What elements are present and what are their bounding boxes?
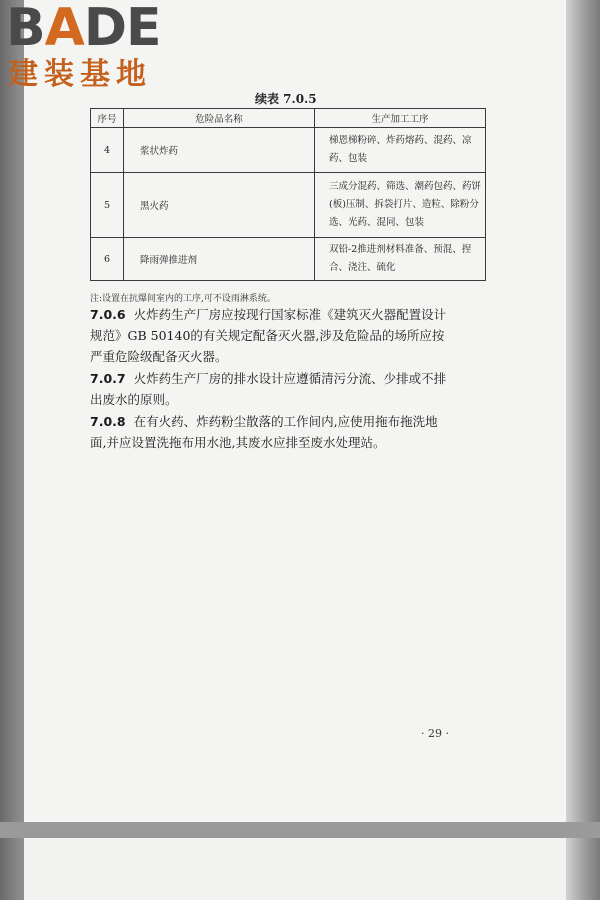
table-note: 注:设置在抗爆间室内的工序,可不设雨淋系统。	[90, 294, 276, 304]
row-serial: 4	[91, 128, 124, 173]
page-number: · 29 ·	[421, 727, 449, 740]
logo-wordmark	[6, 0, 161, 58]
row-hazard-name: 浆状炸药	[124, 128, 315, 173]
header-process: 生产加工工序	[315, 109, 486, 128]
header-hazard-name: 危险品名称	[124, 109, 315, 128]
row-process: 梯恩梯粉碎、炸药熔药、混药、凉药、包装	[315, 128, 486, 173]
row-process: 双铅-2推进剂材料准备、预混、捏合、浇注、硫化	[315, 238, 486, 281]
clause-7-0-6	[90, 304, 450, 367]
row-hazard-name: 降雨弹推进剂	[124, 238, 315, 281]
clause-text: 火炸药生产厂房的排水设计应遵循清污分流、少排或不排出废水的原则。	[90, 371, 447, 407]
row-serial: 5	[91, 173, 124, 238]
logo-letters-de: DE	[83, 0, 161, 58]
clause-number: 7.0.8	[90, 414, 126, 429]
scan-right-edge	[564, 0, 600, 900]
table-row	[91, 173, 486, 238]
table-caption: 续表 7.0.5	[255, 92, 317, 106]
bade-logo	[6, 2, 176, 92]
logo-letter-b: B	[6, 0, 45, 58]
row-serial: 6	[91, 238, 124, 281]
clause-7-0-8	[90, 411, 450, 453]
table-row	[91, 238, 486, 281]
table-row	[91, 128, 486, 173]
logo-letter-a: A	[44, 0, 84, 58]
clause-number: 7.0.7	[90, 371, 126, 386]
clause-number: 7.0.6	[90, 307, 126, 322]
page-gap	[0, 822, 600, 838]
row-hazard-name: 黑火药	[124, 173, 315, 238]
table-header-row	[91, 109, 486, 128]
clause-text: 在有火药、炸药粉尘散落的工作间内,应使用拖布拖洗地面,并应设置洗拖布用水池,其废水应排至废水处理站。	[90, 414, 438, 450]
clause-text: 火炸药生产厂房应按现行国家标准《建筑灭火器配置设计规范》GB 50140的有关规定配备灭火器,涉及危险品的场所应按严重危险级配备灭火器。	[90, 307, 447, 364]
header-serial: 序号	[91, 109, 124, 128]
row-process: 三成分混药、筛选、潮药包药、药饼(板)压制、拆袋打片、造粒、除粉分选、光药、混同、包装	[315, 173, 486, 238]
clause-7-0-7	[90, 368, 450, 410]
hazard-process-table	[90, 108, 486, 281]
next-page-strip	[24, 838, 566, 900]
logo-chinese-name: 建装基地	[8, 57, 152, 92]
